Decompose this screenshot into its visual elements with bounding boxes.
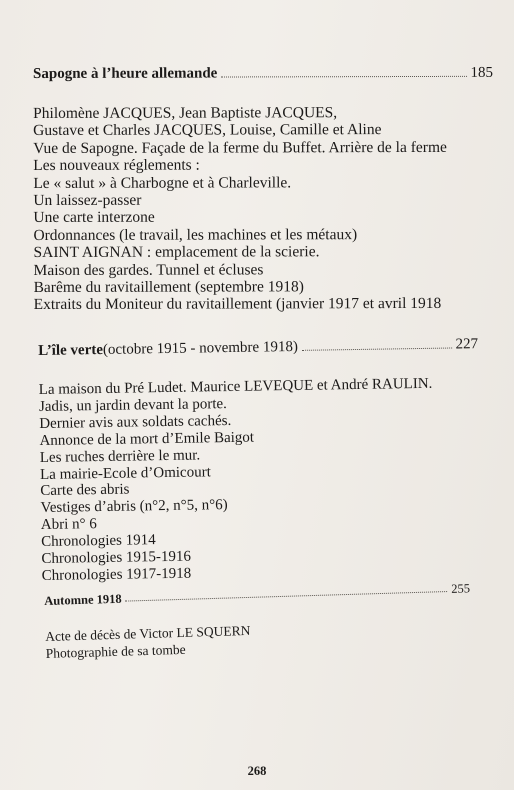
page-number: 268 [247, 764, 267, 778]
list-item: Annonce de la mort d’Emile Baigot [39, 429, 255, 449]
list-item: Extraits du Moniteur du ravitaillement (janvier 1917 et avril 1918 [33, 295, 442, 314]
section-heading-row [38, 336, 478, 360]
list-item: Barême du ravitaillement (septembre 1918) [33, 278, 304, 297]
list-item: Philomène JACQUES, Jean Baptiste JACQUES, [33, 104, 338, 122]
list-item: Chronologies 1915-1916 [41, 548, 192, 568]
dot-leader [302, 347, 452, 351]
section-page-number: 255 [451, 581, 471, 596]
section-heading-row [33, 65, 493, 83]
section-heading-row [44, 581, 470, 609]
section-title: Automne 1918 [44, 591, 122, 608]
list-item: SAINT AIGNAN : emplacement de la scierie. [33, 243, 320, 262]
section-page-number: 185 [470, 64, 494, 81]
list-item: Chronologies 1917-1918 [41, 565, 192, 584]
entry-list [33, 104, 494, 314]
section-subtitle: (octobre 1915 - novembre 1918) [102, 338, 299, 358]
list-item: Vue de Sapogne. Façade de la ferme du Buffet. Arrière de la ferme [33, 138, 447, 157]
dot-leader [221, 75, 466, 78]
list-item: Jadis, un jardin devant la porte. [38, 395, 227, 415]
list-item: Maison des gardes. Tunnel et écluses [33, 261, 264, 279]
section-title: Sapogne à l’heure allemande [33, 65, 218, 82]
list-item: La maison du Pré Ludet. Maurice LEVEQUE et André RAULIN. [38, 375, 433, 398]
list-item: Les ruches derrière le mur. [39, 447, 201, 466]
list-item: Un laissez-passer [33, 191, 142, 210]
entry-list [39, 375, 482, 585]
list-item: Le « salut » à Charbogne et à Charleville. [33, 173, 292, 192]
list-item: Carte des abris [40, 482, 130, 500]
list-item: Une carte interzone [33, 209, 155, 227]
list-item: Gustave et Charles JACQUES, Louise, Camille et Aline [33, 121, 382, 140]
entry-list [45, 616, 472, 662]
list-item: Vestiges d’abris (n°2, n°5, n°6) [40, 497, 228, 517]
toc-section-ile-verte [38, 336, 482, 585]
toc-section-automne [44, 581, 472, 662]
list-item: Acte de décès de Victor LE SQUERN [45, 622, 251, 644]
section-page-number: 227 [455, 336, 479, 353]
list-item: Dernier avis aux soldats cachés. [39, 412, 232, 432]
section-title: L’île verte [38, 341, 104, 359]
list-item: La mairie-Ecole d’Omicourt [39, 463, 211, 483]
toc-section-sapogne [33, 65, 494, 314]
list-item: Photographie de sa tombe [45, 641, 186, 661]
list-item: Abri n° 6 [40, 516, 97, 534]
dot-leader [126, 590, 448, 602]
list-item: Les nouveaux réglements : [33, 156, 200, 175]
list-item: Ordonnances (le travail, les machines et les métaux) [33, 225, 358, 244]
list-item: Chronologies 1914 [41, 532, 156, 551]
